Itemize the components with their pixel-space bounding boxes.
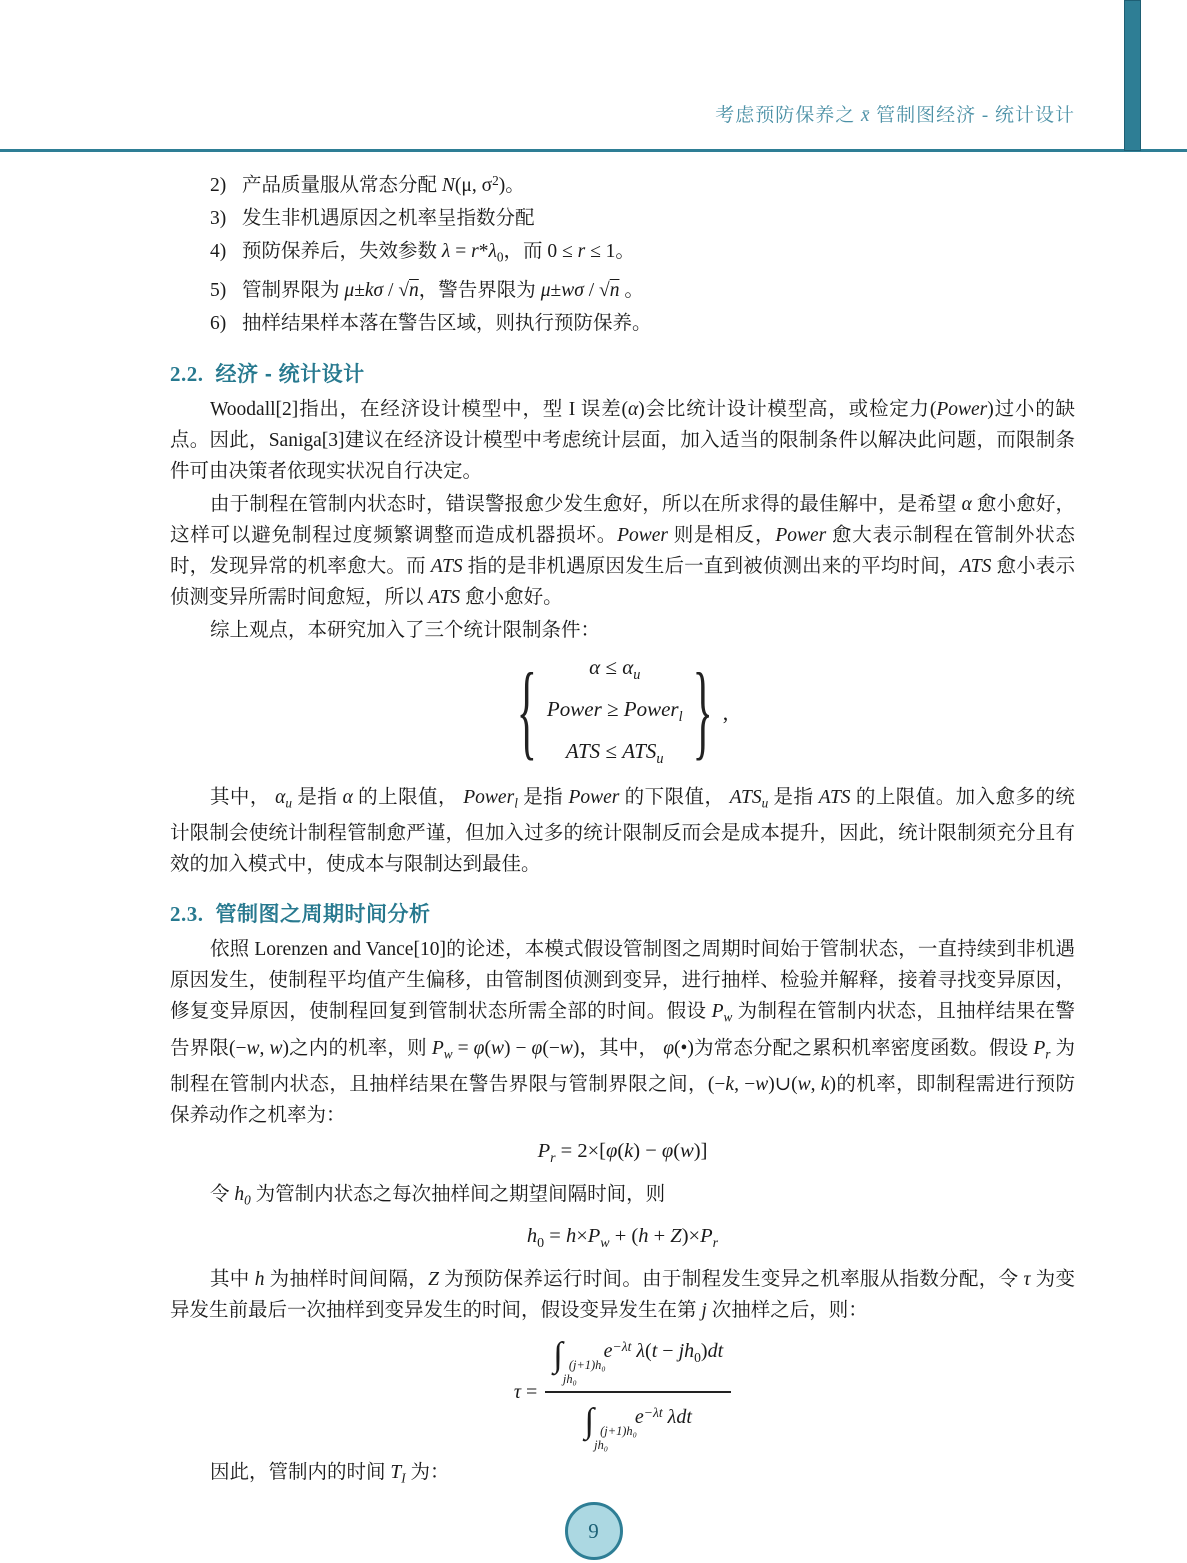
constraint-system-formula xyxy=(170,650,1075,776)
assumption-item-3 xyxy=(210,202,1075,235)
paragraph: 由于制程在管制内状态时，错误警报愈少发生愈好，所以在所求得的最佳解中，是希望 α 愈小愈好，这样可以避免制程过度频繁调整而造成机器损坏。Power 则是相反，Power 愈大表示制程在管制外状态时，发现异常的机率愈大。而 ATS 指的是非机遇原因发生后一直到被侦测出来的平均时间，ATS 愈小表示侦测变异所需时间愈短，所以 ATS 愈小愈好。 xyxy=(170,493,1075,608)
page-header xyxy=(0,0,1187,132)
constraint-comma: , xyxy=(722,699,729,725)
list-number: 6) xyxy=(210,312,227,334)
section-number: 2.2. xyxy=(170,361,204,386)
paragraph: 令 $h_0$ 为管制内状态之每次抽样间之期望间隔时间，则 xyxy=(209,1184,666,1208)
list-number: 3) xyxy=(210,207,227,229)
formula-tau xyxy=(170,1332,1075,1453)
assumption-list xyxy=(210,164,1075,340)
paragraph: 依照 Lorenzen and Vance[10]的论述，本模式假设管制图之周期时间始于管制状态，一直持续到非机遇原因发生，使制程平均值产生偏移，由管制图侦测到变异，进行抽样、检验并解释，接着寻找变异原因，修复变异原因，使制程回复到管制状态所需全部的时间。假设 $P_w$ 为制程在管制内状态，且抽样结果在警告界限(−w, w)之内的机率，则 $P_w = \varphi(w) - \varphi(-w)$，其中， φ(•)为常态分配之累积机率密度函数。假设 $P_r$ 为制程在管制内状态，且抽样结果在警告界限与管制界限之间，(−k, −w)∪(w, k)的机率，即制程需进行预防保养动作之机率为： xyxy=(170,939,1076,1127)
formula-pr: $P_r = 2\times[\varphi(k) - \varphi(w)]$ xyxy=(537,1140,708,1167)
section-number: 2.3. xyxy=(170,902,204,927)
right-brace: } xyxy=(692,653,713,772)
list-number: 5) xyxy=(210,279,227,301)
tau-lhs: τ = xyxy=(513,1381,538,1404)
paragraph: 其中 h 为抽样时间间隔，Z 为预防保养运行时间。由于制程发生变异之机率服从指数分配，令 τ 为变异发生前最后一次抽样到变异发生的时间，假设变异发生在第 j 次抽样之后，则： xyxy=(170,1268,1075,1321)
assumption-item-6 xyxy=(210,307,1075,340)
section-title: 经济 - 统计设计 xyxy=(215,362,365,386)
header-rule xyxy=(0,149,1187,152)
page-number: 9 xyxy=(588,1518,599,1543)
list-text: 预防保养后，失效参数 $\lambda = r*\lambda_0$，而 0 ≤ r ≤ 1。 xyxy=(242,240,635,265)
paragraph: Woodall[2]指出，在经济设计模型中，型 I 误差(α)会比统计设计模型高，或检定力(Power)过小的缺点。因此，Saniga[3]建议在经济设计模型中考虑统计层面，加入适当的限制条件以解决此问题，而限制条件可由决策者依现实状况自行决定。 xyxy=(170,398,1075,482)
paragraph: 因此，管制内的时间 $T_I$ 为： xyxy=(209,1461,450,1486)
constraint-row-power: Power ≥ Power$_l$ xyxy=(546,696,683,725)
list-text: 管制界限为 μ±kσ / √n，警告界限为 μ±wσ / √n 。 xyxy=(242,279,644,301)
assumption-item-5 xyxy=(210,274,1075,307)
page-number-badge xyxy=(565,1502,623,1560)
header-accent-bar xyxy=(1124,0,1141,151)
assumption-item-4 xyxy=(210,235,1075,274)
list-number: 4) xyxy=(210,240,227,262)
list-text: 产品质量服从常态分配 N(μ, $\sigma^2$)。 xyxy=(242,173,525,196)
left-brace: { xyxy=(516,653,537,772)
paragraph: 其中， $\alpha_u$ 是指 α 的上限值， Power$_l$ 是指 Power 的下限值， $ATS_u$ 是指 ATS 的上限值。加入愈多的统计限制会使统计制程管制愈严谨，但加入过多的统计限制反而会是成本提升，因此，统计限制须充分且有效的加入模式中，使成本与限制达到最佳。 xyxy=(170,786,1075,876)
list-number: 2) xyxy=(210,174,227,196)
list-text: 抽样结果样本落在警告区域，则执行预防保养。 xyxy=(242,312,652,334)
page-content xyxy=(0,164,1187,1493)
paragraph: 综上观点，本研究加入了三个统计限制条件： xyxy=(209,619,600,641)
tau-fraction xyxy=(545,1332,731,1453)
constraint-row-alpha: $\alpha \le \alpha_u$ xyxy=(589,654,641,683)
fraction-numerator: ∫ (j+1)h₀ jh₀ $e^{-\lambda t}$ $\lambda(t - jh_0)dt$ xyxy=(545,1332,731,1393)
list-text: 发生非机遇原因之机率呈指数分配 xyxy=(242,207,535,229)
section-2-2-heading xyxy=(170,358,1075,388)
assumption-item-2 xyxy=(210,164,1075,202)
formula-h0: $h_0 = h\times P_w + (h + Z)\times P_r$ xyxy=(526,1224,719,1251)
section-2-3-heading xyxy=(170,898,1075,928)
running-title: 考虑预防保养之 x̄ 管制图经济 - 统计设计 xyxy=(715,105,1075,126)
constraint-row-ats: ATS ≤ $ATS_u$ xyxy=(565,738,664,767)
section-title: 管制图之周期时间分析 xyxy=(215,903,431,927)
fraction-denominator: ∫ (j+1)h₀ jh₀ $e^{-\lambda t}$ λdt xyxy=(584,1401,692,1453)
